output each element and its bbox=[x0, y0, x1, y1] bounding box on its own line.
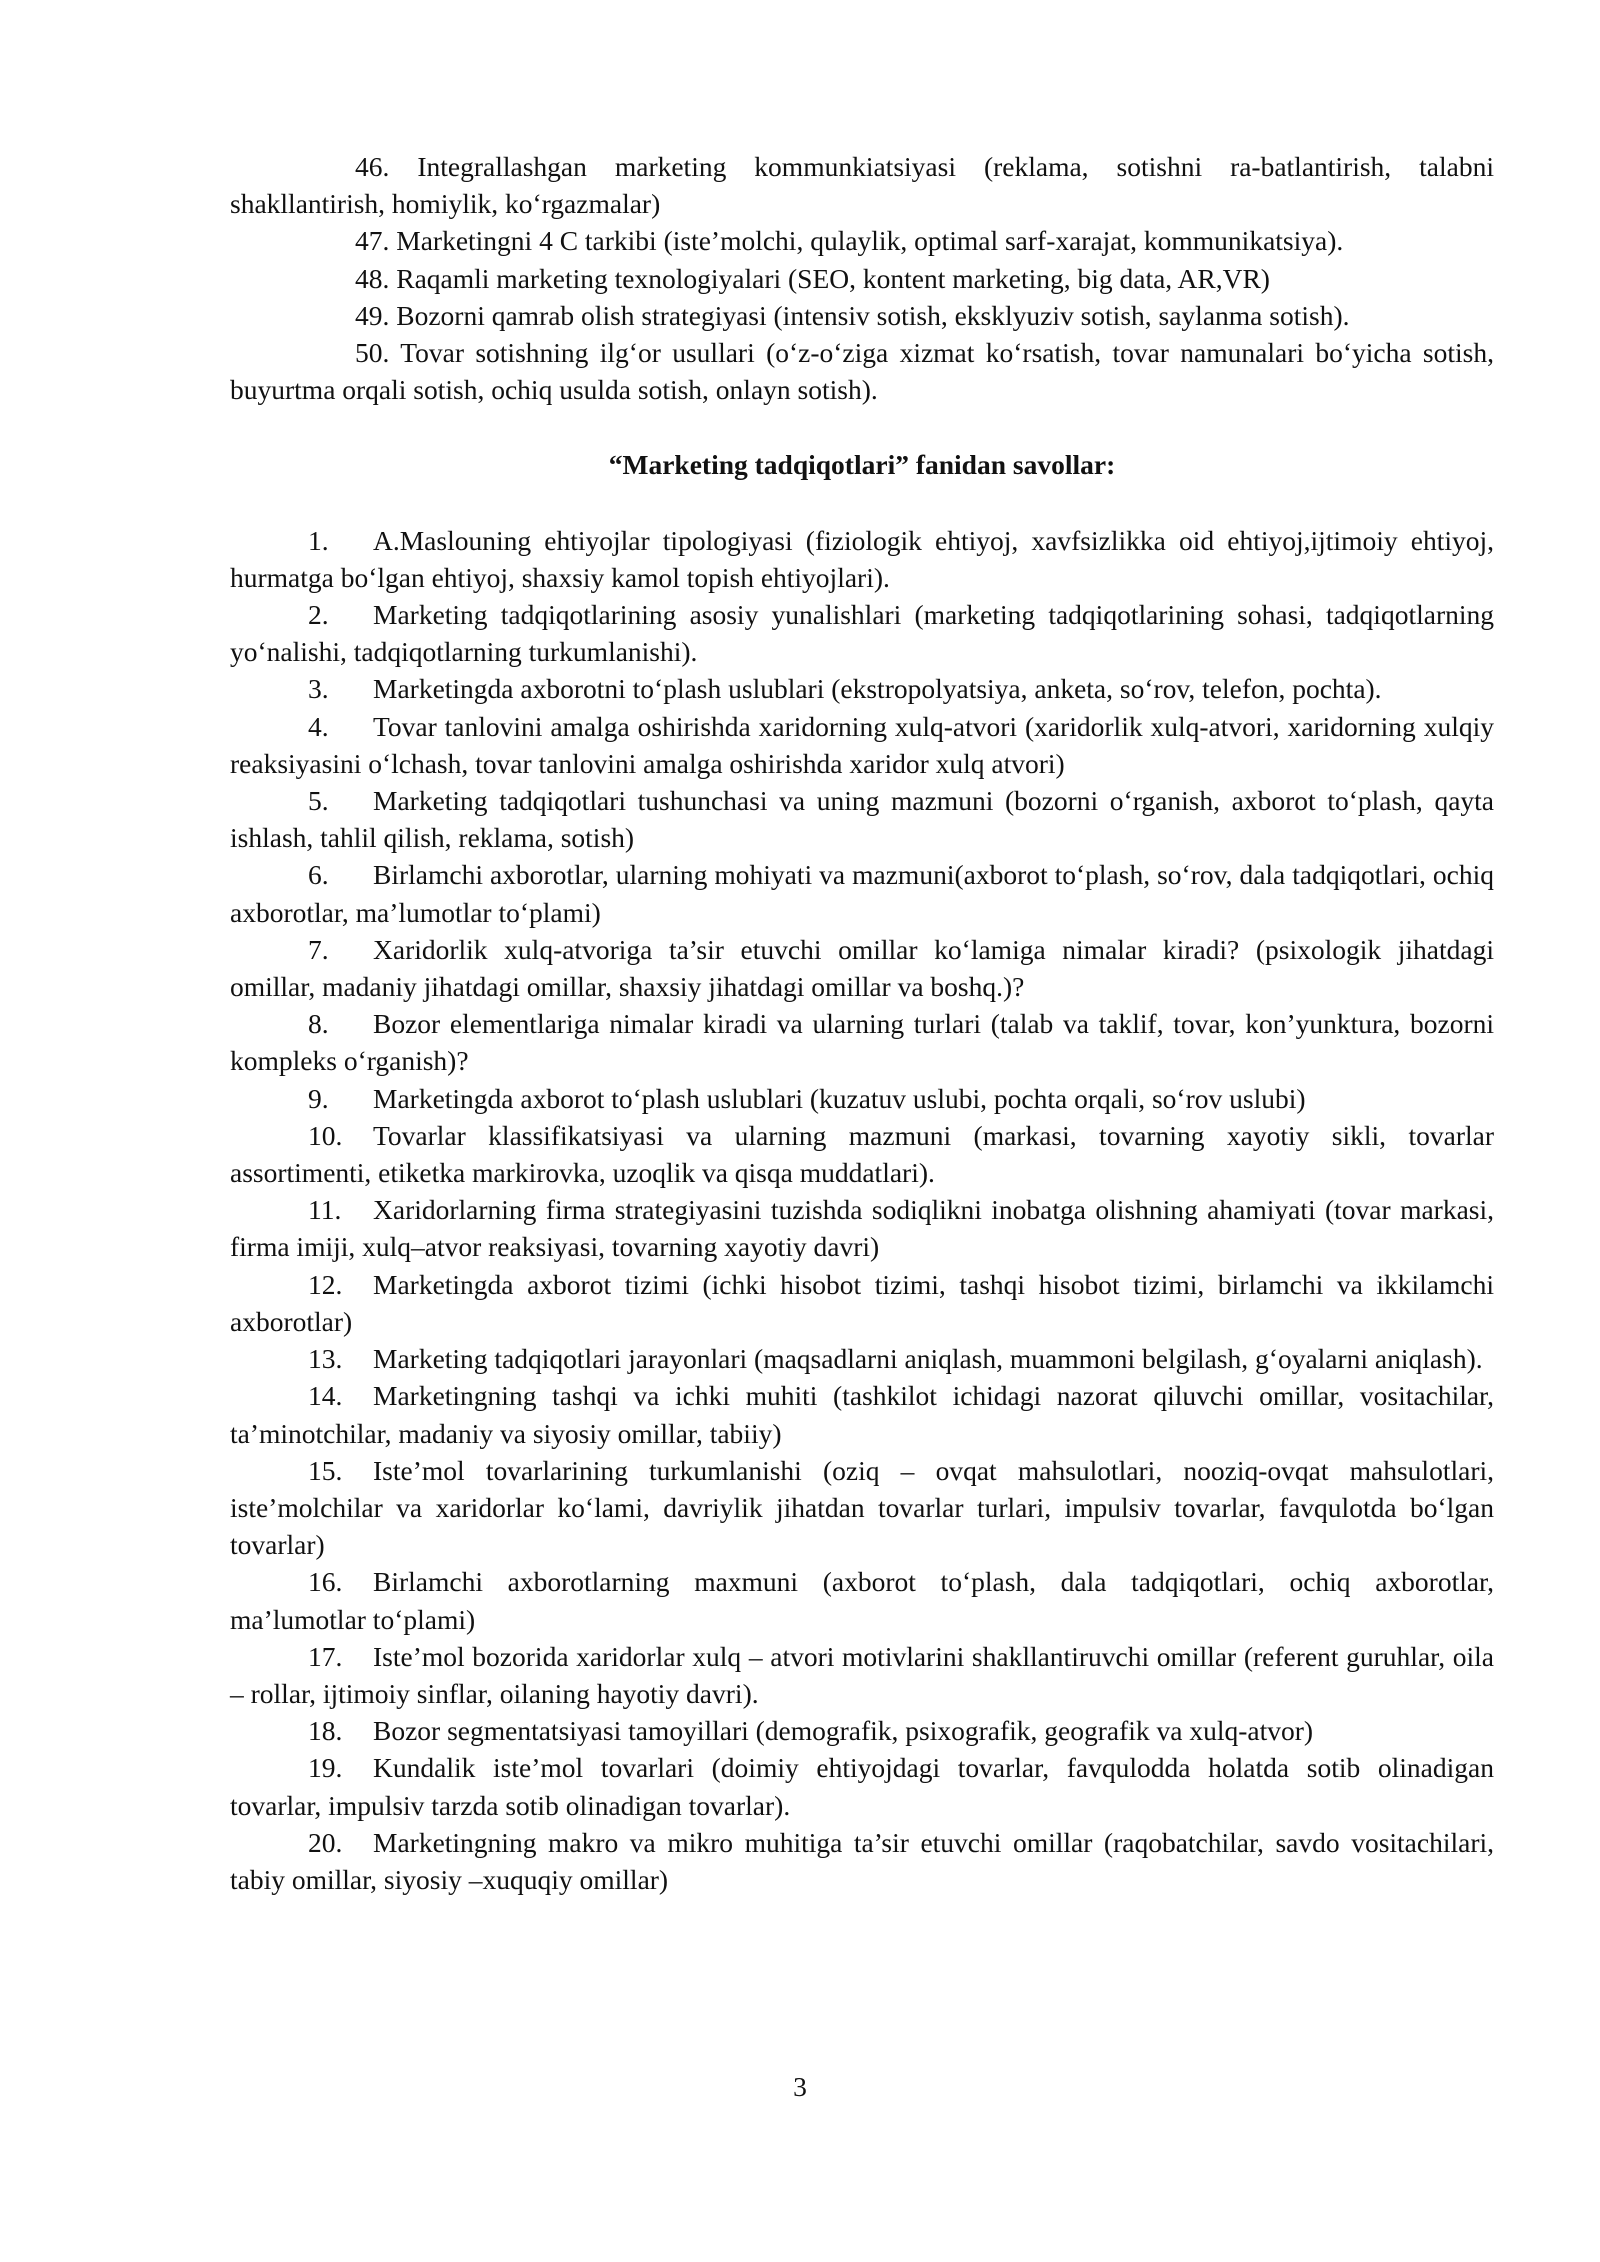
question-number: 5. bbox=[308, 785, 329, 817]
question-indent bbox=[230, 1827, 308, 1858]
question-item bbox=[230, 1117, 1494, 1191]
question-list bbox=[230, 522, 1494, 1899]
question-indent bbox=[230, 1715, 308, 1746]
section-heading: “Marketing tadqiqotlari” fanidan savollar: bbox=[608, 449, 1116, 481]
question-indent bbox=[230, 934, 308, 965]
question-item bbox=[230, 670, 1494, 707]
intro-item: 46. Integrallashgan marketing kommunkiatsiyasi (reklama, sotishni ra-batlantirish, talabni shakllantirish, homiylik, ko‘rgazmalar) bbox=[230, 151, 1494, 220]
question-indent bbox=[230, 1752, 308, 1783]
question-text: Xaridorlarning firma strategiyasini tuzishda sodiqlikni inobatga olishning ahamiyati (tovar markasi, firma imiji, xulq–atvor reaksiyasi, tovarning xayotiy davri) bbox=[230, 1194, 1494, 1263]
question-item bbox=[230, 1005, 1494, 1079]
question-indent bbox=[230, 1566, 308, 1597]
question-text: Marketingning tashqi va ichki muhiti (tashkilot ichidagi nazorat qiluvchi omillar, vositachilar, ta’minotchilar, madaniy va siyosiy omillar, tabiiy) bbox=[230, 1380, 1494, 1449]
question-text: Birlamchi axborotlar, ularning mohiyati va mazmuni(axborot to‘plash, so‘rov, dala tadqiqotlari, ochiq axborotlar, ma’lumotlar to‘plami) bbox=[230, 859, 1494, 928]
question-text: A.Maslouning ehtiyojlar tipologiyasi (fiziologik ehtiyoj, xavfsizlikka oid ehtiyoj,ijtimoiy ehtiyoj, hurmatga bo‘lgan ehtiyoj, shaxsiy kamol topish ehtiyojlari). bbox=[230, 524, 1494, 593]
question-indent bbox=[230, 1455, 308, 1486]
question-text: Marketing tadqiqotlari tushunchasi va uning mazmuni (bozorni o‘rganish, axborot to‘plash, qayta ishlash, tahlil qilish, reklama, sotish) bbox=[230, 785, 1494, 854]
question-number: 12. bbox=[308, 1268, 343, 1300]
page-content bbox=[230, 148, 1494, 1898]
question-item bbox=[230, 1191, 1494, 1265]
question-indent bbox=[230, 711, 308, 742]
question-text: Bozor segmentatsiyasi tamoyillari (demografik, psixografik, geografik va xulq-atvor) bbox=[373, 1715, 1314, 1747]
question-text: Xaridorlik xulq-atvoriga ta’sir etuvchi omillar ko‘lamiga nimalar kiradi? (psixologik jihatdagi omillar, madaniy jihatdagi omillar, shaxsiy jihatdagi omillar va boshq.)? bbox=[230, 933, 1494, 1003]
question-item bbox=[230, 931, 1494, 1005]
question-indent bbox=[230, 1120, 308, 1151]
question-text: Marketing tadqiqotlarining asosiy yunalishlari (marketing tadqiqotlarining sohasi, tadqiqotlarning yo‘nalishi, tadqiqotlarning turkumlanishi). bbox=[230, 599, 1494, 668]
question-item bbox=[230, 1824, 1494, 1898]
question-indent bbox=[230, 1269, 308, 1300]
question-number: 8. bbox=[308, 1008, 329, 1040]
page-number: 3 bbox=[793, 2071, 807, 2102]
question-text: Tovarlar klassifikatsiyasi va ularning mazmuni (markasi, tovarning xayotiy sikli, tovarlar assortimenti, etiketka markirovka, uzoqlik va qisqa muddatlari). bbox=[230, 1119, 1494, 1189]
question-item bbox=[230, 1712, 1494, 1749]
question-item bbox=[230, 1563, 1494, 1637]
question-number: 4. bbox=[308, 710, 329, 742]
question-number: 18. bbox=[308, 1715, 343, 1747]
question-indent bbox=[230, 673, 308, 704]
question-text: Marketingda axborot to‘plash uslublari (kuzatuv uslubi, pochta orqali, so‘rov uslubi) bbox=[373, 1082, 1306, 1114]
question-number: 7. bbox=[308, 933, 329, 965]
question-indent bbox=[230, 599, 308, 630]
question-item bbox=[230, 1749, 1494, 1823]
question-item bbox=[230, 708, 1494, 782]
question-item bbox=[230, 1638, 1494, 1712]
question-indent bbox=[230, 1343, 308, 1374]
question-indent bbox=[230, 525, 308, 556]
question-number: 11. bbox=[308, 1194, 342, 1226]
question-text: Iste’mol bozorida xaridorlar xulq – atvori motivlarini shakllantiruvchi omillar (referent guruhlar, oila – rollar, ijtimoiy sinflar, oilaning hayotiy davri). bbox=[230, 1640, 1494, 1709]
question-number: 13. bbox=[308, 1343, 343, 1375]
question-indent bbox=[230, 1641, 308, 1672]
question-item bbox=[230, 856, 1494, 930]
question-item bbox=[230, 1266, 1494, 1340]
question-text: Kundalik iste’mol tovarlari (doimiy ehtiyojdagi tovarlar, favqulodda holatda sotib olinadigan tovarlar, impulsiv tarzda sotib olinadigan tovarlar). bbox=[230, 1752, 1494, 1821]
question-indent bbox=[230, 1008, 308, 1039]
question-number: 14. bbox=[308, 1380, 343, 1412]
question-number: 9. bbox=[308, 1082, 329, 1114]
question-number: 17. bbox=[308, 1640, 343, 1672]
question-number: 15. bbox=[308, 1454, 343, 1486]
intro-item: 50. Tovar sotishning ilg‘or usullari (o‘z-o‘ziga xizmat ko‘rsatish, tovar namunalari bo‘yicha sotish, buyurtma orqali sotish, ochiq usulda sotish, onlayn sotish). bbox=[230, 337, 1494, 406]
question-item bbox=[230, 782, 1494, 856]
question-number: 19. bbox=[308, 1752, 343, 1784]
question-indent bbox=[230, 1194, 308, 1225]
question-number: 3. bbox=[308, 673, 329, 705]
question-text: Marketing tadqiqotlari jarayonlari (maqsadlarni aniqlash, muammoni belgilash, g‘oyalarni aniqlash). bbox=[373, 1343, 1483, 1375]
intro-item: 47. Marketingni 4 C tarkibi (iste’molchi, qulaylik, optimal sarf-xarajat, kommunikatsiya). bbox=[355, 225, 1344, 257]
question-item bbox=[230, 522, 1494, 596]
question-text: Marketingning makro va mikro muhitiga ta’sir etuvchi omillar (raqobatchilar, savdo vositachilari, tabiy omillar, siyosiy –xuquqiy omillar) bbox=[230, 1826, 1494, 1895]
question-text: Tovar tanlovini amalga oshirishda xaridorning xulq-atvori (xaridorlik xulq-atvori, xaridorning xulqiy reaksiyasini o‘lchash, tovar tanlovini amalga oshirishda xaridor xulq atvori) bbox=[230, 710, 1494, 779]
question-indent bbox=[230, 785, 308, 816]
question-number: 1. bbox=[308, 524, 329, 556]
question-indent bbox=[230, 1380, 308, 1411]
intro-item: 49. Bozorni qamrab olish strategiyasi (intensiv sotish, eksklyuziv sotish, saylanma sotish). bbox=[355, 299, 1350, 331]
question-text: Bozor elementlariga nimalar kiradi va ularning turlari (talab va taklif, tovar, kon’yunktura, bozorni kompleks o‘rganish)? bbox=[230, 1008, 1494, 1077]
question-text: Iste’mol tovarlarining turkumlanishi (oziq – ovqat mahsulotlari, nooziq-ovqat mahsulotlari, iste’molchilar va xaridorlar ko‘lami, davriylik jihatdan tovarlar turlari, impulsiv tovarlar, favqulotda bo‘lgan tovarlar) bbox=[230, 1454, 1494, 1561]
question-item bbox=[230, 1080, 1494, 1117]
question-item bbox=[230, 1377, 1494, 1451]
question-number: 16. bbox=[308, 1566, 343, 1598]
question-item bbox=[230, 596, 1494, 670]
question-number: 10. bbox=[308, 1119, 343, 1151]
question-number: 2. bbox=[308, 599, 329, 631]
question-indent bbox=[230, 1083, 308, 1114]
question-text: Marketingda axborotni to‘plash uslublari (ekstropolyatsiya, anketa, so‘rov, telefon, pochta). bbox=[373, 673, 1382, 705]
question-number: 20. bbox=[308, 1826, 343, 1858]
question-item bbox=[230, 1340, 1494, 1377]
question-number: 6. bbox=[308, 859, 329, 891]
intro-item: 48. Raqamli marketing texnologiyalari (SEO, kontent marketing, big data, AR,VR) bbox=[355, 262, 1270, 294]
question-text: Birlamchi axborotlarning maxmuni (axborot to‘plash, dala tadqiqotlari, ochiq axborotlar, ma’lumotlar to‘plami) bbox=[230, 1566, 1494, 1635]
question-text: Marketingda axborot tizimi (ichki hisobot tizimi, tashqi hisobot tizimi, birlamchi va ikkilamchi axborotlar) bbox=[230, 1268, 1494, 1337]
question-item bbox=[230, 1452, 1494, 1564]
question-indent bbox=[230, 859, 308, 890]
